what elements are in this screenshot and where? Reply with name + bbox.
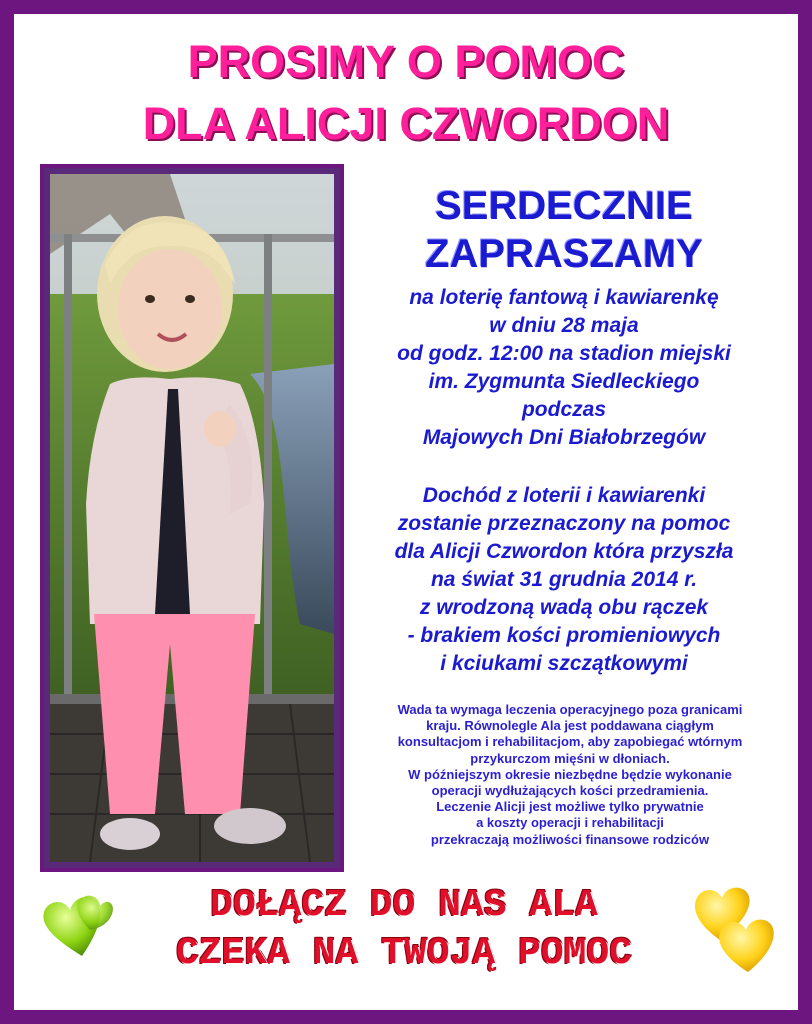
medical-note-line: a koszty operacji i rehabilitacji <box>476 815 664 831</box>
purpose-line: - brakiem kości promieniowych <box>407 624 721 647</box>
purpose-line: z wrodzoną wadą obu rączek <box>419 596 709 619</box>
medical-note-line: kraju. Równolegle Ala jest poddawana ciągłym <box>426 718 714 734</box>
medical-note-line: W późniejszym okresie niezbędne będzie wykonanie <box>408 766 732 782</box>
medical-note-line: konsultacjom i rehabilitacjom, aby zapobiegać wtórnym <box>397 734 743 750</box>
medical-note-line: operacji wydłużających kości przedramienia. <box>431 783 709 799</box>
cta-line-2: CZEKA NA TWOJĄ POMOC <box>175 932 633 975</box>
medical-note-line: Wada ta wymaga leczenia operacyjnego poza granicami <box>397 702 743 717</box>
child-photo-illustration <box>50 174 334 862</box>
event-detail-line: im. Zygmunta Siedleckiego <box>428 370 700 393</box>
purpose-line: i kciukami szczątkowymi <box>440 652 688 675</box>
call-to-action <box>94 882 714 978</box>
purpose-line: dla Alicji Czwordon która przyszła <box>394 540 734 563</box>
cta-line-1: DOŁĄCZ DO NAS ALA <box>210 884 598 927</box>
medical-note-line: przekraczają możliwości finansowe rodziców <box>430 831 710 847</box>
medical-note-line: Leczenie Alicji jest możliwe tylko prywatnie <box>436 799 704 815</box>
invitation-heading-line-1: SERDECZNIE <box>435 184 693 228</box>
medical-note-line: przykurczom mięśni w dłoniach. <box>470 750 670 766</box>
invitation-heading <box>354 182 774 278</box>
purpose-line: na świat 31 grudnia 2014 r. <box>430 568 698 591</box>
event-detail-line: od godz. 12:00 na stadion miejski <box>397 342 731 365</box>
event-detail-line: w dniu 28 maja <box>489 314 639 337</box>
child-photo <box>40 164 344 872</box>
title-line-2: DLA ALICJI CZWORDON <box>142 98 670 149</box>
event-detail-line: Majowych Dni Białobrzegów <box>422 426 706 449</box>
event-detail-line: podczas <box>521 398 607 421</box>
invitation-heading-line-2: ZAPRASZAMY <box>425 232 703 276</box>
purpose-line: Dochód z loterii i kawiarenki <box>422 484 706 507</box>
proceeds-purpose <box>354 482 774 678</box>
title-line-1: PROSIMY O POMOC <box>187 36 625 87</box>
event-details <box>354 284 774 452</box>
poster <box>14 14 798 1010</box>
medical-note <box>348 702 792 848</box>
purpose-line: zostanie przeznaczony na pomoc <box>397 512 731 535</box>
event-detail-line: na loterię fantową i kawiarenkę <box>409 286 719 309</box>
